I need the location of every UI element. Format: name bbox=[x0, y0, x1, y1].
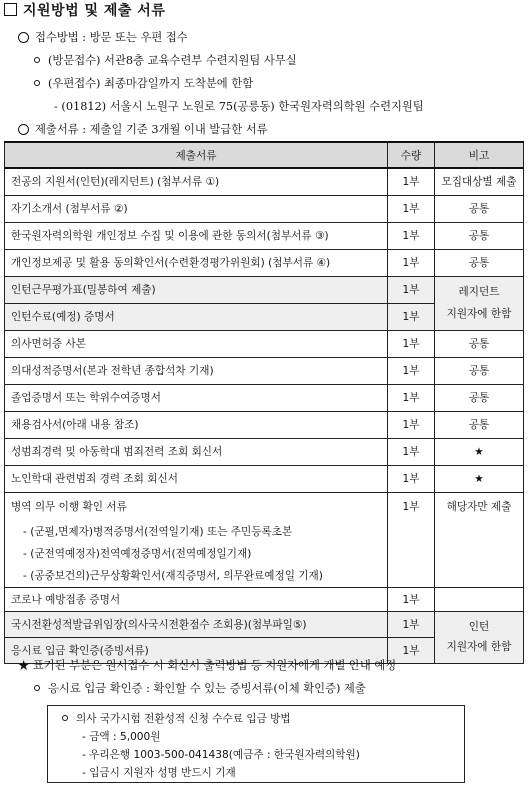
table-row: 응시료 입금 확인증(증빙서류) 1부 bbox=[5, 637, 524, 663]
fee-heading: 의사 국가시험 전환성적 신청 수수료 입금 방법 bbox=[62, 711, 291, 726]
docs-line: 제출서류 : 제출일 기준 3개월 이내 발급한 서류 bbox=[18, 121, 268, 137]
table-row: 인턴근무평가표(밀봉하여 제출) 1부 레지던트 지원자에 한함 bbox=[5, 276, 524, 303]
table-row: 자기소개서 (첨부서류 ②) 1부 공통 bbox=[5, 195, 524, 222]
merged-note: 레지던트 지원자에 한함 bbox=[435, 276, 524, 330]
table-row: 개인정보제공 및 활용 동의확인서(수련환경평가위원회) (첨부서류 ④) 1부 공통 bbox=[5, 249, 524, 276]
merged-note: 인턴 지원자에 한함 bbox=[435, 611, 524, 663]
table-row: 의사면허증 사본 1부 공통 bbox=[5, 330, 524, 357]
star-footnote: ★ 표기된 부분은 원서접수 시 회신서 출력방법 등 지원자에게 개별 안내 예정 bbox=[18, 659, 397, 672]
documents-table bbox=[4, 141, 524, 664]
table-row: 병역 의무 이행 확인 서류 - (군필,면제자)병적증명서(전역일기재) 또는 주민등록초본 - (군전역예정자)전역예정증명서(전역예정일기재) - (공중보건의)근무상황확인서(재직증명서, 의무완료예정일 기재) 1부 해당자만 제출 bbox=[5, 492, 524, 587]
table-row: 한국원자력의학원 개인정보 수집 및 이용에 관한 동의서(첨부서류 ③) 1부 공통 bbox=[5, 222, 524, 249]
fee-footnote: 응시료 입금 확인증 : 확인할 수 있는 증빙서류(이체 확인증) 제출 bbox=[34, 680, 366, 696]
method-line: 접수방법 : 방문 또는 우편 접수 bbox=[18, 29, 188, 45]
table-row: 졸업증명서 또는 학위수여증명서 1부 공통 bbox=[5, 384, 524, 411]
table-row: 노인학대 관련범죄 경력 조회 회신서 1부 ★ bbox=[5, 465, 524, 492]
table-row: 코로나 예방접종 증명서 1부 bbox=[5, 587, 524, 611]
header-qty: 수량 bbox=[388, 142, 435, 168]
table-row: 채용검사서(아래 내용 참조) 1부 공통 bbox=[5, 411, 524, 438]
method-item: (우편접수) 최종마감일까지 도착분에 한함 bbox=[34, 75, 253, 91]
header-documents: 제출서류 bbox=[5, 142, 388, 168]
mail-address: - (01812) 서울시 노원구 노원로 75(공릉동) 한국원자력의학원 수련지원팀 bbox=[54, 100, 424, 113]
star-icon: ★ bbox=[435, 465, 524, 492]
small-circle-bullet-icon bbox=[34, 685, 40, 691]
fee-amount: - 금액 : 5,000원 bbox=[82, 731, 161, 743]
fee-account: - 우리은행 1003-500-041438(예금주 : 한국원자력의학원) bbox=[82, 749, 360, 761]
circle-bullet-icon bbox=[18, 32, 29, 43]
small-circle-bullet-icon bbox=[34, 57, 40, 63]
method-item: (방문접수) 서관8층 교육수련부 수련지원팀 사무실 bbox=[34, 52, 297, 68]
fee-info-box bbox=[47, 705, 465, 783]
table-row: 인턴수료(예정) 증명서 1부 bbox=[5, 303, 524, 330]
circle-bullet-icon bbox=[18, 124, 29, 135]
table-row: 전공의 지원서(인턴)(레지던트) (첨부서류 ①) 1부 모집대상별 제출 bbox=[5, 168, 524, 195]
small-circle-bullet-icon bbox=[34, 80, 40, 86]
checkbox-square-icon bbox=[4, 3, 17, 16]
table-row: 의대성적증명서(본과 전학년 종합석차 기재) 1부 공통 bbox=[5, 357, 524, 384]
table-row: 성범죄경력 및 아동학대 범죄전력 조회 회신서 1부 ★ bbox=[5, 438, 524, 465]
fee-instruction: - 입금시 지원자 성명 반드시 기재 bbox=[82, 767, 236, 779]
table-row: 국시전환성적발급위임장(의사국시전환점수 조회용)(첨부파일⑤) 1부 인턴 지원자에 한함 bbox=[5, 611, 524, 637]
header-note: 비고 bbox=[435, 142, 524, 168]
small-circle-bullet-icon bbox=[62, 715, 68, 721]
section-title: 지원방법 및 제출 서류 bbox=[4, 0, 165, 20]
military-service-cell: 병역 의무 이행 확인 서류 - (군필,면제자)병적증명서(전역일기재) 또는 주민등록초본 - (군전역예정자)전역예정증명서(전역예정일기재) - (공중보건의)근무상황확인서(재직증명서, 의무완료예정일 기재) bbox=[5, 492, 388, 587]
star-icon: ★ bbox=[435, 438, 524, 465]
